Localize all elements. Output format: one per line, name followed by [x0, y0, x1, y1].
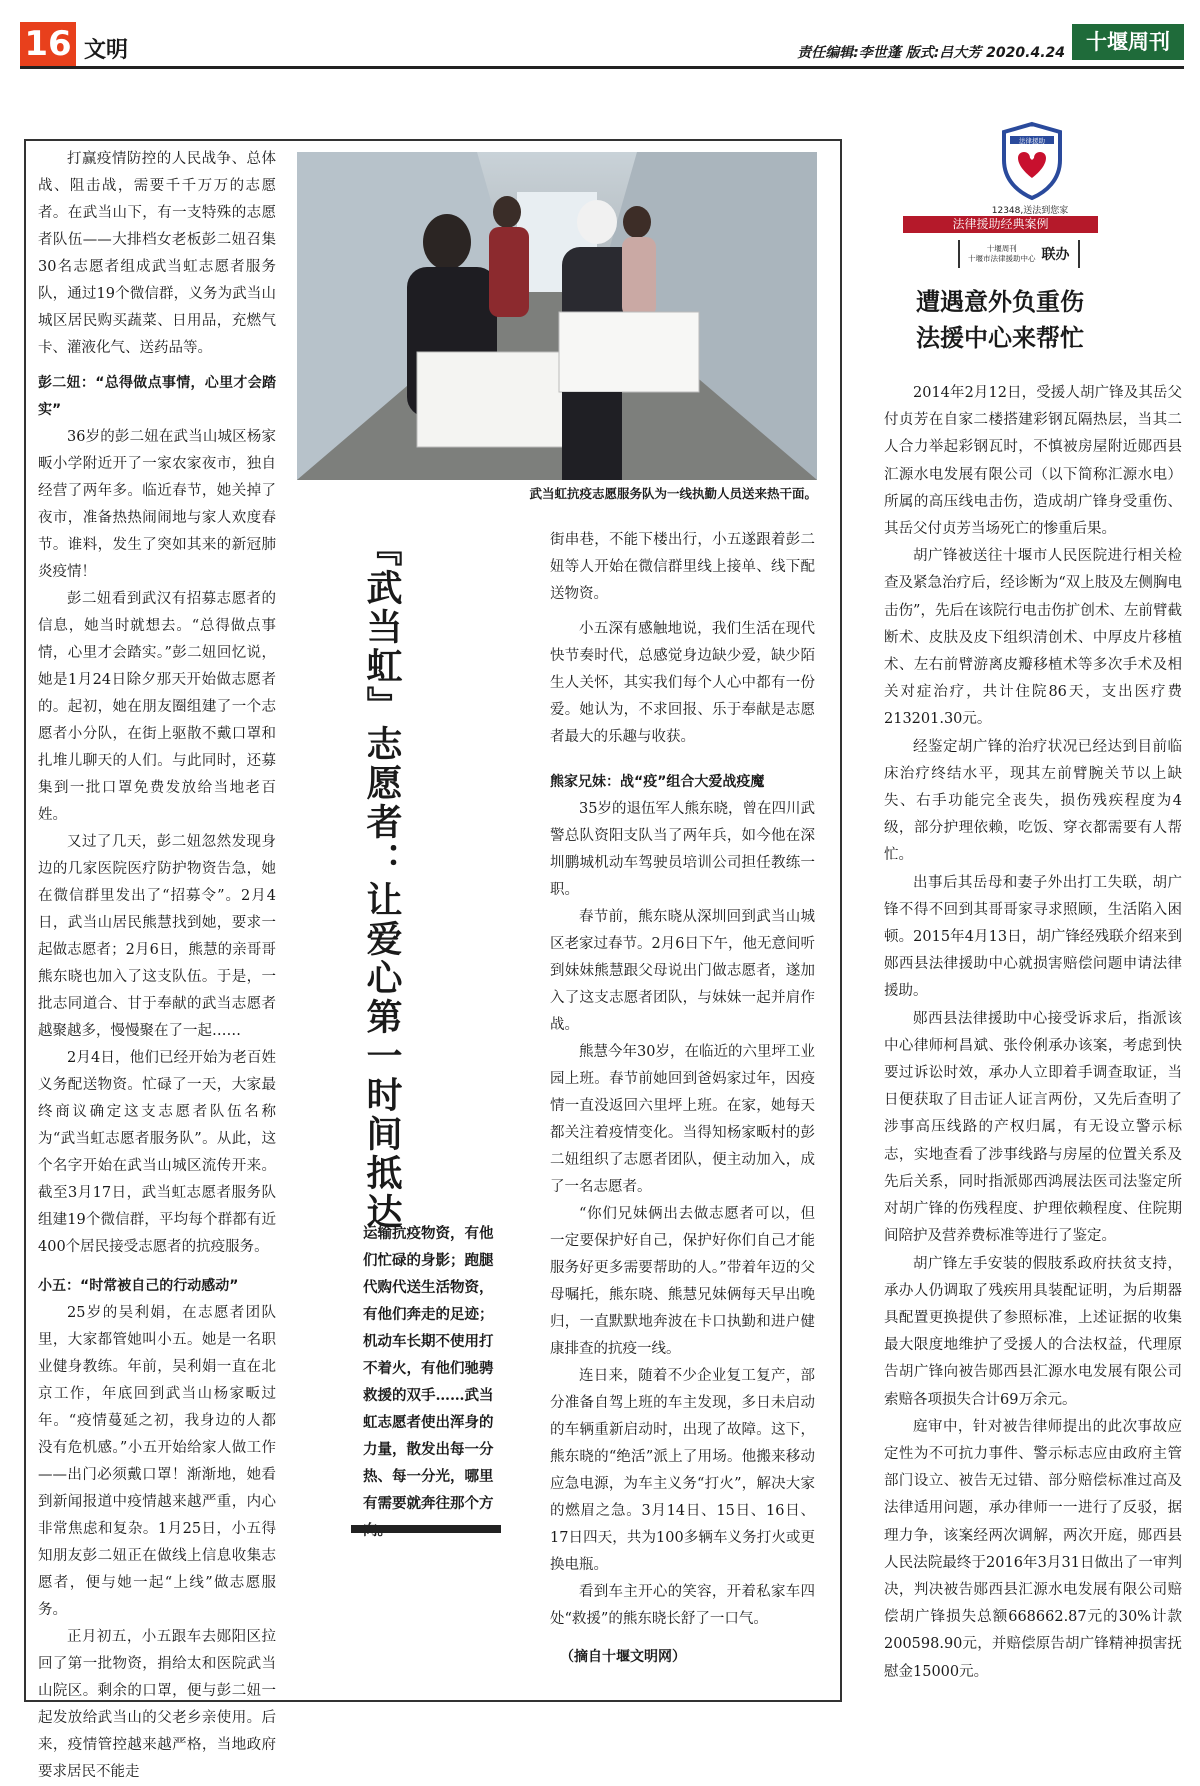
paragraph: 街串巷，不能下楼出行，小五遂跟着彭二妞等人开始在微信群里线上接单、线下配送物资。 [550, 532, 815, 602]
sidebar-title [890, 284, 1110, 356]
paragraph: 小五深有感触地说，我们生活在现代快节奏时代，总感觉身边缺少爱，缺少陌生人关怀，其实我们每个人心中都有一份爱。她认为，不求回报、乐于奉献是志愿者最大的乐趣与收获。 [550, 621, 815, 745]
photo-caption: 武当虹抗疫志愿服务队为一线执勤人员送来热干面。 [529, 486, 817, 501]
paragraph: 庭审中，针对被告律师提出的此次事故应定性为不可抗力事件、警示标志应由政府主管部门设立、被告无过错、部分赔偿标准过高及法律适用问题，承办律师一一进行了反驳，据理力争，该案经两次调解，两次开庭，郧西县人民法院最终于2016年3月31日做出了一审判决，判决被告郧西县汇源水电发展有限公司赔偿胡广锋损失总额668662.87元的30%计款200598.90元，并赔偿原告胡广锋精神损害抚慰金15000元。 [884, 1418, 1182, 1680]
paragraph: 2月4日，他们已经开始为老百姓义务配送物资。忙碌了一天，大家最终商议确定这支志愿者队伍名称为“武当虹志愿者服务队”。从此，这个名字开始在武当山城区流传开来。截至3月17日，武当虹志愿者服务队组建19个微信群，平均每个群都有近400个居民接受志愿者的抗疫服务。 [38, 1050, 276, 1255]
sidebar-title-line1: 遭遇意外负重伤 [916, 287, 1084, 316]
section-name: 文明 [84, 38, 129, 63]
paragraph: 熊慧今年30岁，在临近的六里坪工业园上班。春节前她回到爸妈家过年，因疫情一直没返回六里坪上班。在家，她每天都关注着疫情变化。当得知杨家畈村的彭二妞组织了志愿者团队，便主动加入，成了一名志愿者。 [550, 1044, 815, 1195]
paragraph: 2014年2月12日，受援人胡广锋及其岳父付贞芳在自家二楼搭建彩钢瓦隔热层，当其二人合力举起彩钢瓦时，不慎被房屋附近郧西县汇源水电发展有限公司（以下简称汇源水电）所属的高压线电击伤，造成胡广锋身受重伤、其岳父付贞芳当场死亡的惨重后果。 [884, 385, 1182, 538]
sponsor-orgs [968, 244, 1036, 264]
sidebar-title-line2: 法援中心来帮忙 [916, 323, 1084, 352]
intro-paragraph: 打赢疫情防控的人民战争、总体战、阻击战，需要千千万万的志愿者。在武当山下，有一支特殊的志愿者队伍——大排档女老板彭二妞召集30名志愿者组成武当虹志愿者服务队，通过19个微信群，义务为武当山城区居民购买蔬菜、日用品，充燃气卡、灌液化气、送药品等。 [38, 151, 276, 356]
paragraph: 看到车主开心的笑容，开着私家车四处“救援”的熊东晓长舒了一口气。 [550, 1584, 815, 1627]
paragraph: “你们兄妹俩出去做志愿者可以，但一定要保护好自己，保护好你们自己才能服务好更多需要帮助的人。”带着年迈的父母嘱托，熊东晓、熊慧兄妹俩每天早出晚归，一直默默地奔波在卡口执勤和进户健康排查的抗疫一线。 [550, 1206, 815, 1357]
volunteers-photo [297, 152, 817, 480]
subhead-xiong: 熊家兄妹：战“疫”组合大爱战疫魔 [550, 774, 765, 790]
masthead-logo: 十堰周刊 [1072, 24, 1184, 60]
joint-sponsors [958, 240, 1080, 268]
subhead-xiaowu: 小五：“时常被自己的行动感动” [38, 1278, 239, 1294]
sponsor-legal-aid-center: 十堰市法律援助中心 [968, 254, 1036, 263]
legal-aid-badge [1000, 122, 1064, 200]
pull-quote: 运输抗疫物资，有他们忙碌的身影；跑腿代购代送生活物资，有他们奔走的足迹；机动车长期不使用打不着火，有他们驰骋救援的双手……武当虹志愿者使出浑身的力量，散发出每一分热、每一分光，哪里有需要就奔往那个方 [363, 1225, 494, 1512]
header-rule [20, 66, 1184, 69]
badge-slogan: 12348,送法到您家 [991, 206, 1069, 216]
pull-quote-bar [351, 1525, 501, 1533]
joint-label: 联办 [1041, 247, 1070, 263]
sponsor-weekly: 十堰周刊 [986, 244, 1017, 253]
article-title: 『武当虹』志愿者：让爱心第一时间抵达 [361, 530, 403, 1232]
paragraph: 35岁的退伍军人熊东晓，曾在四川武警总队资阳支队当了两年兵，如今他在深圳鹏城机动车驾驶员培训公司担任教练一职。 [550, 801, 815, 898]
paragraph: 春节前，熊东晓从深圳回到武当山城区老家过春节。2月6日下午，他无意间听到妹妹熊慧跟父母说出门做志愿者，遂加入了这支志愿者团队，与妹妹一起并肩作战。 [550, 909, 815, 1033]
photo-illustration [297, 152, 817, 480]
subhead-peng: 彭二妞：“总得做点事情，心里才会踏实” [38, 375, 276, 418]
paragraph: 正月初五，小五跟车去郧阳区拉回了第一批物资，捐给太和医院武当山院区。剩余的口罩，便与彭二妞一起发放给武当山的父老乡亲使用。后来，疫情管控越来越严格，当地政府要求居民不能走 [38, 1629, 276, 1780]
paragraph: 又过了几天，彭二妞忽然发现身边的几家医院医疗防护物资告急，她在微信群里发出了“招募令”。2月4日，武当山居民熊慧找到她，要求一起做志愿者；2月6日，熊慧的亲哥哥熊东晓也加入了这支队伍。于是，一批志同道合、甘于奉献的武当志愿者越聚越多，慢慢聚在了一起…… [38, 834, 276, 1039]
case-banner: 法律援助经典案例 [903, 216, 1098, 233]
paragraph: 胡广锋左手安装的假肢系政府扶贫支持，承办人仍调取了残疾用具装配证明，为后期器具配置更换提供了参照标准，上述证据的收集最大限度地维护了受援人的合法权益，代理原告胡广锋向被告郧西县汇源水电发展有限公司索赔各项损失合计69万余元。 [884, 1255, 1182, 1408]
badge-label: 法律援助 [1019, 137, 1045, 145]
paragraph: 连日来，随着不少企业复工复产，部分准备自驾上班的车主发现，多日未启动的车辆重新启动时，出现了故障。这下，熊东晓的“绝活”派上了用场。他搬来移动应急电源，为车主义务“打火”，解决大家的燃眉之急。3月14日、15日、16日、17日四天，共为100多辆车义务打火或更换电瓶。 [550, 1368, 815, 1573]
paragraph: 郧西县法律援助中心接受诉求后，指派该中心律师柯昌斌、张伶俐承办该案，考虑到快要过诉讼时效，承办人立即着手调查取证，当日便获取了目击证人证言两份，又先后查明了涉事高压线路的产权归属，有无设立警示标志，实地查看了涉事线路与房屋的位置关系及先后关系，同时指派郧西鸿展法医司法鉴定所对胡广锋的伤残程度、护理依赖程度、住院期间陪护及营养费标准等进行了鉴定。 [884, 1010, 1182, 1245]
page-number: 16 [20, 22, 76, 66]
editor-info: 责任编辑:李世蓬 版式:吕大芳 2020.4.24 [797, 45, 1065, 61]
shield-icon [1000, 122, 1064, 200]
paragraph: 彭二妞看到武汉有招募志愿者的信息，她当时就想去。“总得做点事情，心里才会踏实。”彭二妞回忆说，她是1月24日除夕那天开始做志愿者的。起初，她在朋友圈组建了一个志愿者小分队，在街上驱散不戴口罩和扎堆儿聊天的人们。与此同时，还募集到一批口罩免费发放给当地老百姓。 [38, 591, 276, 823]
article-source: （摘自十堰文明网） [560, 1649, 686, 1665]
article-column-1 [38, 146, 276, 1786]
paragraph: 36岁的彭二妞在武当山城区杨家畈小学附近开了一家农家夜市，独自经营了两年多。临近春节，她关掉了夜市，准备热热闹闹地与家人欢度春节。谁料，发生了突如其来的新冠肺炎疫情！ [38, 429, 276, 580]
paragraph: 经鉴定胡广锋的治疗状况已经达到目前临床治疗终结水平，现其左前臂腕关节以上缺失、右手功能完全丧失，损伤残疾程度为4级，部分护理依赖，吃饭、穿衣都需要有人帮忙。 [884, 738, 1182, 864]
paragraph: 25岁的吴利娟，在志愿者团队里，大家都管她叫小五。她是一名职业健身教练。年前，吴利娟一直在北京工作，年底回到武当山杨家畈过年。“疫情蔓延之初，我身边的人都没有危机感。”小五开始给家人做工作——出门必须戴口罩！渐渐地，她看到新闻报道中疫情越来越严重，内心非常焦虑和复杂。1月25日，小五得知朋友彭二妞正在做线上信息收集志愿者，便与她一起“上线”做志愿服务。 [38, 1305, 276, 1618]
sidebar-body [884, 380, 1182, 1686]
article-column-3 [550, 527, 815, 1633]
paragraph: 胡广锋被送往十堰市人民医院进行相关检查及紧急治疗后，经诊断为“双上肢及左侧胸电击伤”，先后在该院行电击伤扩创术、左前臂截断术、皮肤及皮下组织清创术、中厚皮片移植术、左右前臂游离皮瓣移植术等多次手术及相关对症治疗，共计住院86天，支出医疗费213201.30元。 [884, 548, 1182, 728]
paragraph: 出事后其岳母和妻子外出打工失联，胡广锋不得不回到其哥哥家寻求照顾，生活陷入困顿。2015年4月13日，胡广锋经残联介绍来到郧西县法律援助中心就损害赔偿问题申请法律援助。 [884, 874, 1182, 1000]
